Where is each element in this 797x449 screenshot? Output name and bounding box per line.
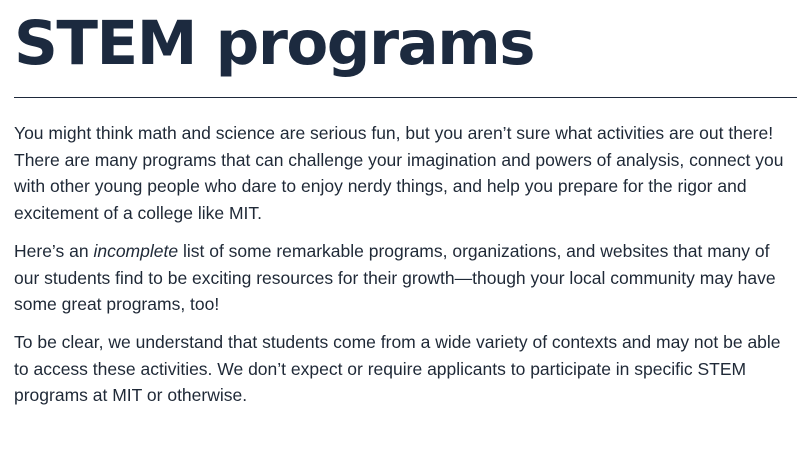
programs-list-paragraph (14, 238, 789, 318)
emphasis-incomplete: incomplete (93, 240, 179, 261)
page-title: STEM programs (14, 8, 535, 79)
paragraph-text-start: Here’s an (14, 240, 94, 261)
intro-paragraph: You might think math and science are serious fun, but you aren’t sure what activities are out there! There are many programs that can challenge your imagination and powers of analysis, connect you with other young people who dare to enjoy nerdy things, and help you prepare for the rigor and excitement of a college like MIT. (14, 123, 784, 224)
page-content (14, 0, 797, 420)
article-body (14, 120, 789, 409)
disclaimer-paragraph: To be clear, we understand that students come from a wide variety of contexts and may not be able to access these activities. We don’t expect or require applicants to participate in specific STEM programs at MIT or otherwise. (14, 331, 781, 406)
paragraph-text-end: list of some remarkable programs, organizations, and websites that many of our students find to be exciting resources for their growth—though your local community may have some great programs, too! (14, 240, 776, 315)
title-divider (14, 97, 797, 98)
